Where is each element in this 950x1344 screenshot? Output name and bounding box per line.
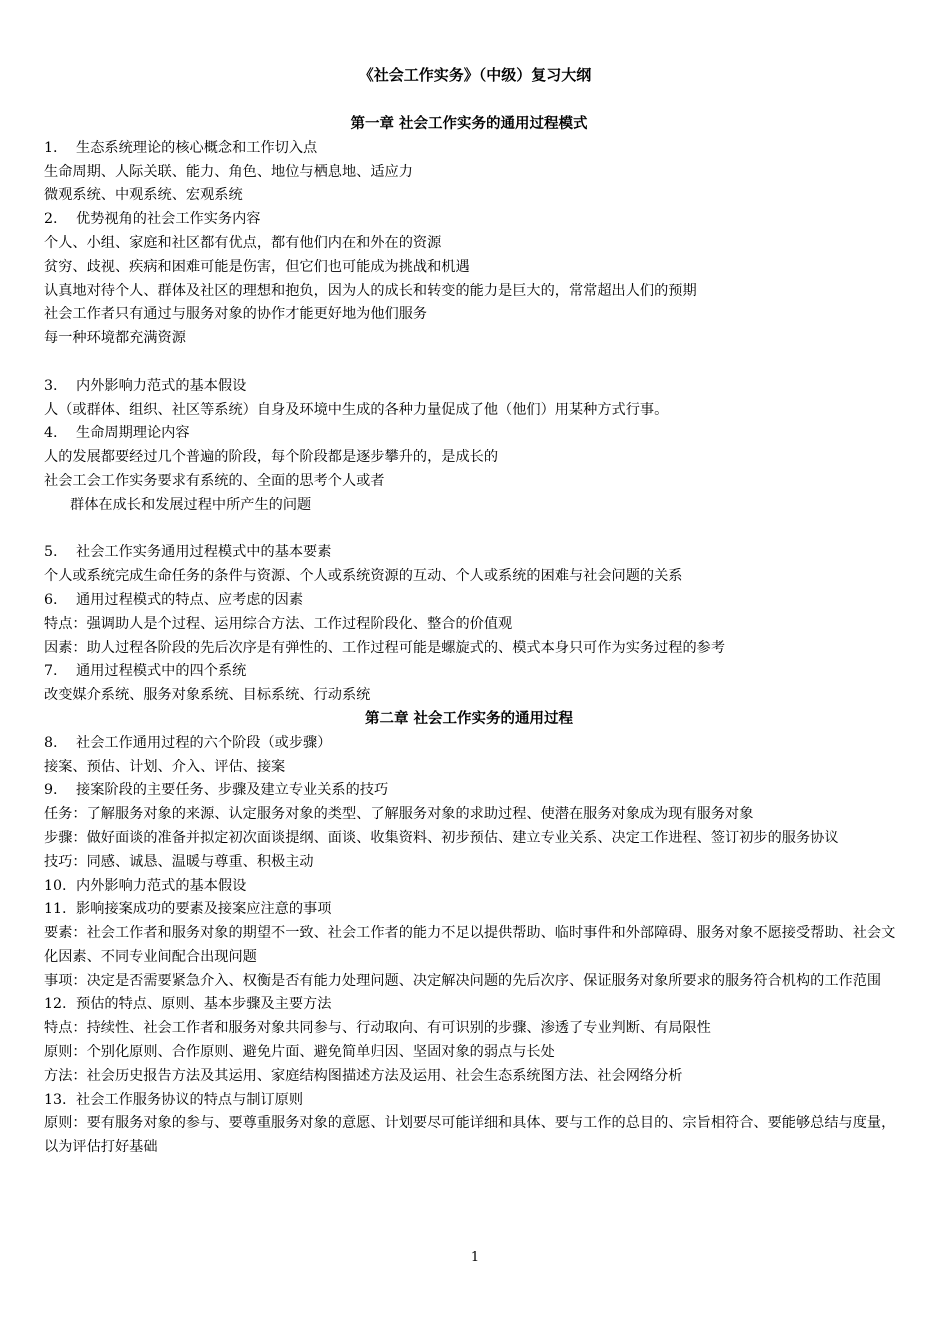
answer-line: 每一种环境都充满资源 bbox=[44, 330, 186, 347]
question-number: 9. bbox=[44, 782, 58, 799]
answer-line: 因素：助人过程各阶段的先后次序是有弹性的、工作过程可能是螺旋式的、模式本身只可作为实务过程的参考 bbox=[44, 639, 726, 656]
question-text: 社会工作实务通用过程模式中的基本要素 bbox=[76, 544, 332, 561]
chapter-1-heading: 第一章 社会工作实务的通用过程模式 bbox=[350, 116, 588, 132]
question-text: 社会工作通用过程的六个阶段（或步骤） bbox=[76, 734, 332, 751]
question-8 bbox=[44, 732, 904, 756]
question-6 bbox=[44, 589, 904, 613]
answer-line-indented: 群体在成长和发展过程中所产生的问题 bbox=[70, 496, 312, 513]
question-text: 生态系统理论的核心概念和工作切入点 bbox=[76, 139, 318, 156]
answer-line: 特点：强调助人是个过程、运用综合方法、工作过程阶段化、整合的价值观 bbox=[44, 615, 513, 632]
question-10 bbox=[44, 875, 904, 899]
answer-line: 人的发展都要经过几个普遍的阶段，每个阶段都是逐步攀升的，是成长的 bbox=[44, 449, 499, 466]
document-body bbox=[44, 113, 904, 1160]
answer-line: 方法：社会历史报告方法及其运用、家庭结构图描述方法及运用、社会生态系统图方法、社会网络分析 bbox=[44, 1067, 683, 1084]
question-text: 通用过程模式中的四个系统 bbox=[76, 663, 247, 680]
answer-line: 生命周期、人际关联、能力、角色、地位与栖息地、适应力 bbox=[44, 163, 413, 180]
question-text: 内外影响力范式的基本假设 bbox=[76, 877, 247, 894]
question-text: 内外影响力范式的基本假设 bbox=[76, 377, 247, 394]
document-title: 《社会工作实务》（中级）复习大纲 bbox=[358, 66, 592, 84]
question-number: 5. bbox=[44, 544, 58, 561]
answer-line: 要素：社会工作者和服务对象的期望不一致、社会工作者的能力不足以提供帮助、临时事件和外部障碍、服务对象不愿接受帮助、社会文化因素、不同专业间配合出现问题 bbox=[44, 925, 896, 965]
answer-line: 人（或群体、组织、社区等系统）自身及环境中生成的各种力量促成了他（他们）用某种方式行事。 bbox=[44, 401, 669, 418]
question-number: 2. bbox=[44, 211, 58, 228]
question-number: 1. bbox=[44, 139, 58, 156]
question-5 bbox=[44, 541, 904, 565]
question-11 bbox=[44, 898, 904, 922]
answer-line: 社会工会工作实务要求有系统的、全面的思考个人或者 bbox=[44, 472, 385, 489]
answer-line: 改变媒介系统、服务对象系统、目标系统、行动系统 bbox=[44, 687, 371, 704]
answer-line: 接案、预估、计划、介入、评估、接案 bbox=[44, 758, 286, 775]
blank-line bbox=[44, 351, 904, 375]
answer-line: 事项：决定是否需要紧急介入、权衡是否有能力处理问题、决定解决问题的先后次序、保证服务对象所要求的服务符合机构的工作范围 bbox=[44, 972, 882, 989]
answer-line: 社会工作者只有通过与服务对象的协作才能更好地为他们服务 bbox=[44, 306, 428, 323]
question-9 bbox=[44, 779, 904, 803]
answer-line: 原则：个别化原则、合作原则、避免片面、避免简单归因、坚固对象的弱点与长处 bbox=[44, 1044, 555, 1061]
answer-line: 个人、小组、家庭和社区都有优点，都有他们内在和外在的资源 bbox=[44, 234, 442, 251]
blank-line bbox=[44, 518, 904, 542]
question-12 bbox=[44, 993, 904, 1017]
question-number: 4. bbox=[44, 425, 58, 442]
answer-line: 技巧：同感、诚恳、温暖与尊重、积极主动 bbox=[44, 853, 314, 870]
question-number: 7. bbox=[44, 663, 58, 680]
answer-line: 贫穷、歧视、疾病和困难可能是伤害，但它们也可能成为挑战和机遇 bbox=[44, 258, 470, 275]
question-number: 3. bbox=[44, 377, 58, 394]
answer-line: 原则：要有服务对象的参与、要尊重服务对象的意愿、计划要尽可能详细和具体、要与工作的总目的、宗旨相符合、要能够总结与度量，以为评估打好基础 bbox=[44, 1115, 896, 1156]
question-text: 生命周期理论内容 bbox=[76, 425, 190, 442]
question-number: 6. bbox=[44, 591, 58, 608]
question-2 bbox=[44, 208, 904, 232]
question-13 bbox=[44, 1089, 904, 1113]
answer-line: 任务：了解服务对象的来源、认定服务对象的类型、了解服务对象的求助过程、使潜在服务对象成为现有服务对象 bbox=[44, 806, 754, 823]
question-text: 接案阶段的主要任务、步骤及建立专业关系的技巧 bbox=[76, 782, 389, 799]
chapter-2-heading: 第二章 社会工作实务的通用过程 bbox=[364, 710, 574, 727]
page-number: 1 bbox=[470, 1250, 480, 1265]
question-text: 通用过程模式的特点、应考虑的因素 bbox=[76, 591, 304, 608]
question-number: 10. bbox=[44, 877, 67, 894]
question-number: 13. bbox=[44, 1091, 67, 1108]
question-4 bbox=[44, 422, 904, 446]
answer-line: 微观系统、中观系统、宏观系统 bbox=[44, 187, 243, 204]
question-text: 预估的特点、原则、基本步骤及主要方法 bbox=[76, 996, 332, 1013]
question-1 bbox=[44, 137, 904, 161]
answer-line: 特点：持续性、社会工作者和服务对象共同参与、行动取向、有可识别的步骤、渗透了专业判断、有局限性 bbox=[44, 1020, 711, 1037]
question-number: 12. bbox=[44, 996, 67, 1013]
answer-line: 步骤：做好面谈的准备并拟定初次面谈提纲、面谈、收集资料、初步预估、建立专业关系、决定工作进程、签订初步的服务协议 bbox=[44, 829, 839, 846]
question-number: 8. bbox=[44, 734, 58, 751]
answer-line: 个人或系统完成生命任务的条件与资源、个人或系统资源的互动、个人或系统的困难与社会问题的关系 bbox=[44, 568, 683, 585]
question-text: 影响接案成功的要素及接案应注意的事项 bbox=[76, 901, 332, 918]
answer-line: 认真地对待个人、群体及社区的理想和抱负，因为人的成长和转变的能力是巨大的，常常超出人们的预期 bbox=[44, 282, 697, 299]
question-number: 11. bbox=[44, 901, 67, 918]
question-text: 社会工作服务协议的特点与制订原则 bbox=[76, 1091, 304, 1108]
question-7 bbox=[44, 660, 904, 684]
question-text: 优势视角的社会工作实务内容 bbox=[76, 211, 261, 228]
question-3 bbox=[44, 375, 904, 399]
